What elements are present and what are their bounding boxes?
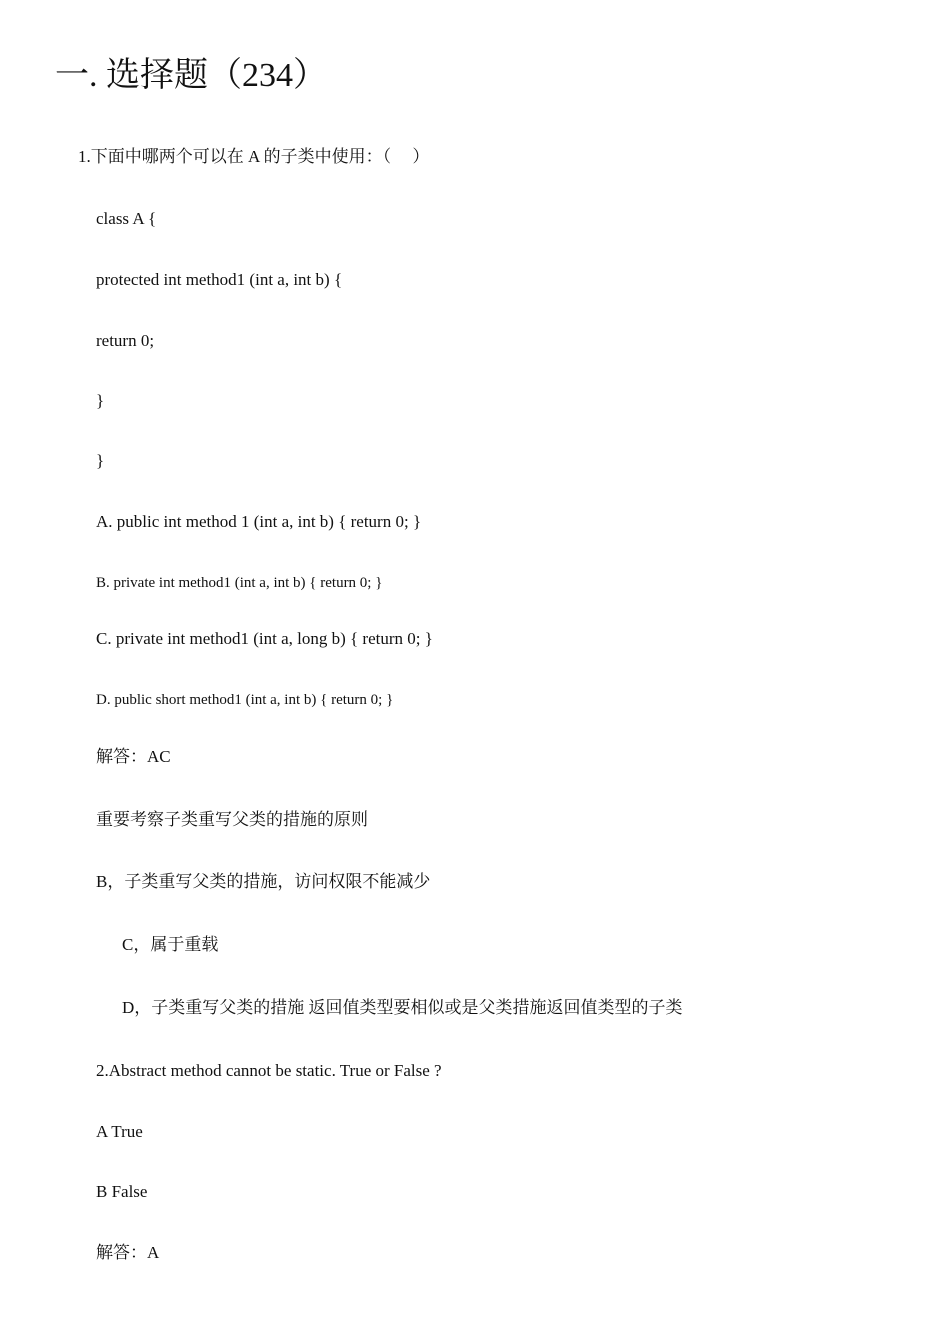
q1-option-c: C. private int method1 (int a, long b) { return 0; } <box>96 629 433 648</box>
q2-question: 2.Abstract method cannot be static. True or False ? <box>96 1061 442 1080</box>
q1-explanation-3: C，属于重载 <box>122 935 219 954</box>
q1-explanation-1: 重要考察子类重写父类的措施的原则 <box>96 810 368 829</box>
q1-option-a: A. public int method 1 (int a, int b) { return 0; } <box>96 512 422 531</box>
q1-code-line-1: class A { <box>96 209 157 228</box>
q1-question: 1.下面中哪两个可以在 A 的子类中使用：（ ） <box>78 147 430 166</box>
q1-code-line-2: protected int method1 (int a, int b) { <box>96 270 343 289</box>
q1-explanation-2: B，子类重写父类的措施，访问权限不能减少 <box>96 872 431 891</box>
q1-code-line-4: } <box>96 391 105 410</box>
q1-answer: 解答：AC <box>96 747 171 766</box>
q1-explanation-4: D，子类重写父类的措施 返回值类型要相似或是父类措施返回值类型的子类 <box>122 998 683 1017</box>
q2-option-a: A True <box>96 1122 143 1141</box>
section-heading: 一. 选择题（234） <box>55 57 327 94</box>
q1-option-b: B. private int method1 (int a, int b) { return 0; } <box>96 575 383 591</box>
q1-code-line-3: return 0; <box>96 331 155 350</box>
q1-code-line-5: } <box>96 451 105 470</box>
q2-option-b: B False <box>96 1182 148 1201</box>
q2-answer: 解答：A <box>96 1243 160 1262</box>
q1-option-d: D. public short method1 (int a, int b) { return 0; } <box>96 692 394 708</box>
